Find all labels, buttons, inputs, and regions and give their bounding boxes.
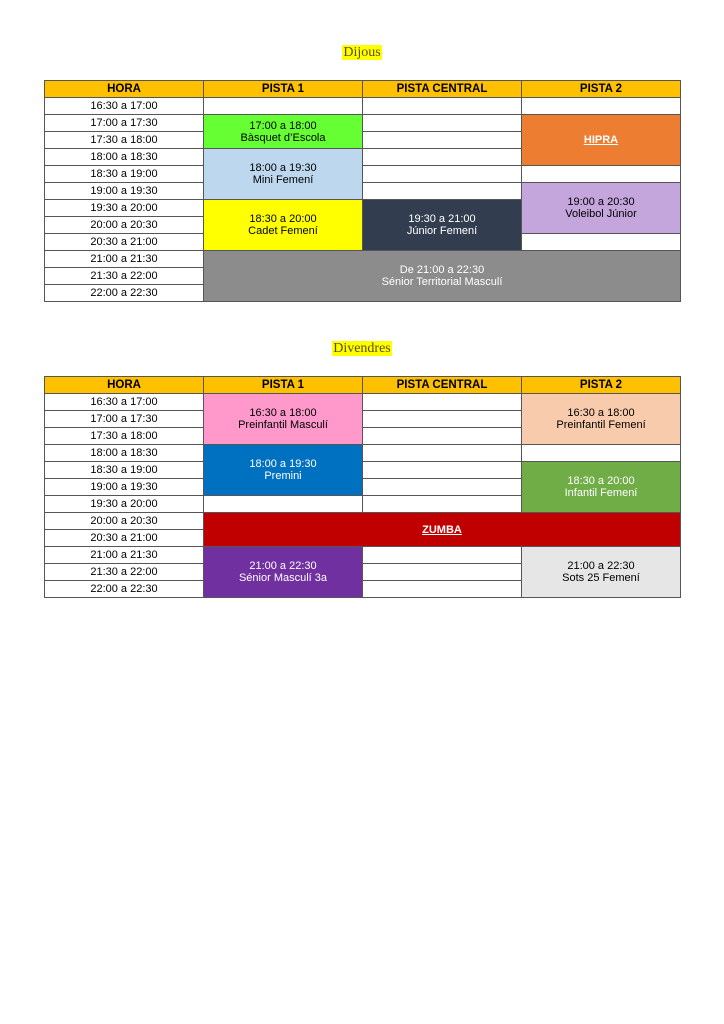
event-zumba[interactable] [204,513,681,547]
event-senior-masculi-3a: 21:00 a 22:30 Sénior Masculí 3a [204,547,363,598]
hour-cell: 22:00 a 22:30 [45,581,204,598]
hour-cell: 18:30 a 19:00 [45,462,204,479]
empty-cell [363,428,522,445]
day-title-divendres: Divendres [333,341,391,356]
hour-cell: 21:30 a 22:00 [45,268,204,285]
event-premini: 18:00 a 19:30 Premini [204,445,363,496]
event-preinfantil-femeni: 16:30 a 18:00 Preinfantil Femení [522,394,681,445]
hour-cell: 19:30 a 20:00 [45,496,204,513]
table-row [45,513,681,530]
day-title-dijous: Dijous [343,45,381,60]
table-row [45,183,681,200]
hour-cell: 18:30 a 19:00 [45,166,204,183]
empty-cell [522,234,681,251]
event-preinfantil-masculi: 16:30 a 18:00 Preinfantil Masculí [204,394,363,445]
hour-cell: 17:30 a 18:00 [45,132,204,149]
empty-cell [363,115,522,132]
empty-cell [363,581,522,598]
hour-cell: 16:30 a 17:00 [45,394,204,411]
event-hipra[interactable] [522,115,681,166]
hour-cell: 20:00 a 20:30 [45,217,204,234]
schedule-table-dijous [44,80,681,302]
header-hora: HORA [45,81,204,98]
hour-cell: 17:00 a 17:30 [45,115,204,132]
empty-cell [363,564,522,581]
hour-cell: 16:30 a 17:00 [45,98,204,115]
event-senior-territorial: De 21:00 a 22:30 Sénior Territorial Masculí [204,251,681,302]
empty-cell [522,98,681,115]
hour-cell: 20:30 a 21:00 [45,234,204,251]
event-basquet-escola: 17:00 a 18:00 Bàsquet d’Escola [204,115,363,149]
empty-cell [363,394,522,411]
hour-cell: 17:30 a 18:00 [45,428,204,445]
hour-cell: 18:00 a 18:30 [45,149,204,166]
hour-cell: 21:00 a 21:30 [45,547,204,564]
table-row [45,251,681,268]
empty-cell [522,445,681,462]
event-sots-25-femeni: 21:00 a 22:30 Sots 25 Femení [522,547,681,598]
hour-cell: 19:00 a 19:30 [45,479,204,496]
empty-cell [363,132,522,149]
zumba-link[interactable]: ZUMBA [422,523,462,536]
header-row [45,377,681,394]
header-pista-1: PISTA 1 [204,81,363,98]
event-voleibol-junior: 19:00 a 20:30 Voleibol Júnior [522,183,681,234]
hour-cell: 22:00 a 22:30 [45,285,204,302]
header-row [45,81,681,98]
empty-cell [363,166,522,183]
table-row [45,98,681,115]
hipra-link[interactable]: HIPRA [583,134,619,146]
table-row [45,445,681,462]
table-row [45,166,681,183]
event-mini-femeni: 18:00 a 19:30 Mini Femení [204,149,363,200]
hour-cell: 20:30 a 21:00 [45,530,204,547]
hour-cell: 19:30 a 20:00 [45,200,204,217]
header-pista-central: PISTA CENTRAL [363,377,522,394]
empty-cell [363,183,522,200]
empty-cell [522,166,681,183]
empty-cell [363,496,522,513]
hour-cell: 21:00 a 21:30 [45,251,204,268]
event-cadet-femeni: 18:30 a 20:00 Cadet Femení [204,200,363,251]
table-row [45,394,681,411]
header-hora: HORA [45,377,204,394]
schedule-table-divendres [44,376,681,598]
empty-cell [363,149,522,166]
header-pista-2: PISTA 2 [522,377,681,394]
hour-cell: 18:00 a 18:30 [45,445,204,462]
empty-cell [204,98,363,115]
table-row [45,547,681,564]
event-junior-femeni: 19:30 a 21:00 Júnior Femení [363,200,522,251]
empty-cell [363,479,522,496]
empty-cell [363,98,522,115]
header-pista-1: PISTA 1 [204,377,363,394]
empty-cell [204,496,363,513]
empty-cell [363,547,522,564]
empty-cell [363,462,522,479]
hour-cell: 17:00 a 17:30 [45,411,204,428]
table-row [45,462,681,479]
header-pista-2: PISTA 2 [522,81,681,98]
header-pista-central: PISTA CENTRAL [363,81,522,98]
table-row [45,115,681,132]
empty-cell [363,445,522,462]
hour-cell: 21:30 a 22:00 [45,564,204,581]
hour-cell: 20:00 a 20:30 [45,513,204,530]
empty-cell [363,411,522,428]
hour-cell: 19:00 a 19:30 [45,183,204,200]
event-infantil-femeni: 18:30 a 20:00 Infantil Femení [522,462,681,513]
